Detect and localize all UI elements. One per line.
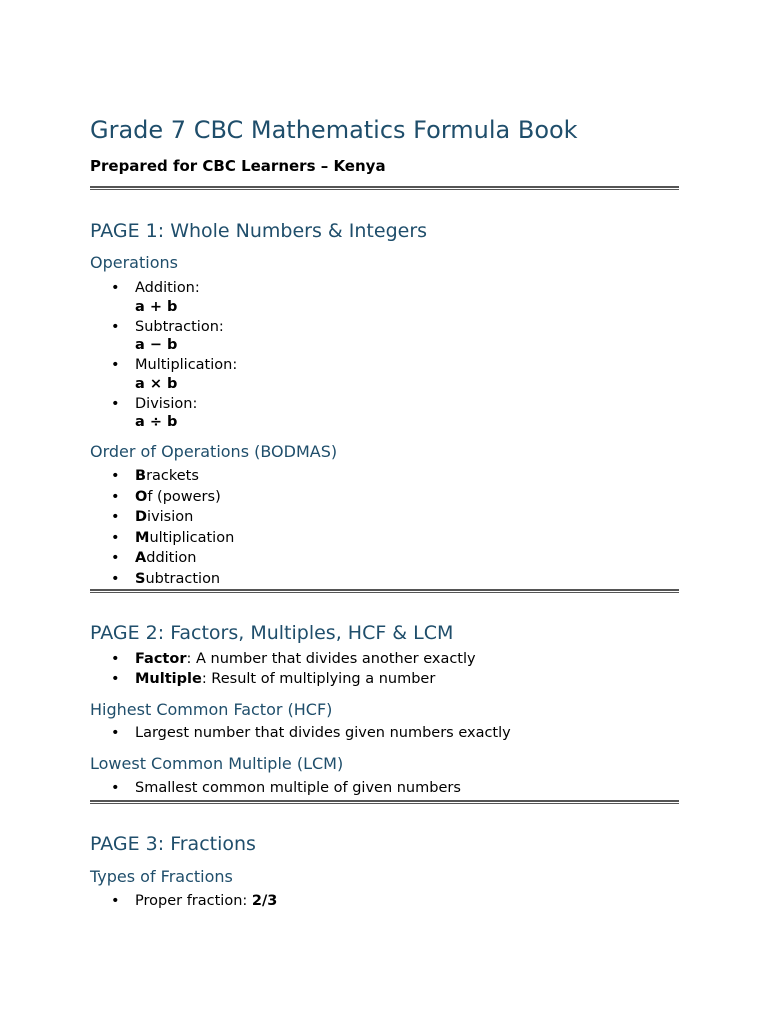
list-item bbox=[90, 466, 234, 487]
definition-term: Factor bbox=[135, 651, 187, 667]
list-item bbox=[90, 724, 511, 744]
lcm-list bbox=[90, 779, 461, 799]
bodmas-list bbox=[90, 466, 234, 589]
hcf-definition: Largest number that divides given numbers exactly bbox=[135, 725, 511, 741]
bodmas-letter: D bbox=[135, 509, 148, 525]
list-item bbox=[90, 548, 234, 569]
bodmas-word-rest: ivision bbox=[147, 509, 194, 525]
operation-label: Addition: bbox=[135, 280, 200, 296]
list-item bbox=[90, 507, 234, 528]
bullet-icon: • bbox=[111, 468, 120, 484]
list-item bbox=[90, 650, 476, 670]
fraction-type-label: Proper fraction: bbox=[135, 893, 252, 909]
lcm-heading: Lowest Common Multiple (LCM) bbox=[90, 754, 344, 773]
operation-label: Multiplication: bbox=[135, 357, 238, 373]
bodmas-word-rest: ultiplication bbox=[149, 529, 235, 546]
bullet-icon: • bbox=[111, 651, 120, 667]
list-item bbox=[90, 528, 234, 549]
bodmas-letter: S bbox=[135, 570, 146, 587]
bullet-icon: • bbox=[111, 488, 120, 505]
bodmas-word-rest: rackets bbox=[146, 468, 199, 484]
list-item bbox=[90, 487, 234, 508]
definition-text: : A number that divides another exactly bbox=[186, 651, 476, 667]
hcf-list bbox=[90, 724, 511, 744]
bullet-icon: • bbox=[111, 550, 120, 566]
bullet-icon: • bbox=[111, 357, 120, 373]
bullet-icon: • bbox=[111, 318, 120, 335]
bodmas-word-rest: ubtraction bbox=[145, 570, 221, 587]
bodmas-letter: O bbox=[135, 488, 148, 505]
list-item bbox=[90, 395, 237, 432]
operation-formula: a × b bbox=[135, 375, 178, 392]
bodmas-letter: A bbox=[135, 550, 147, 566]
page3-heading: PAGE 3: Fractions bbox=[90, 833, 256, 855]
section-divider bbox=[90, 800, 679, 804]
bullet-icon: • bbox=[111, 280, 120, 296]
bodmas-heading: Order of Operations (BODMAS) bbox=[90, 442, 338, 461]
bullet-icon: • bbox=[111, 509, 120, 525]
operation-formula: a ÷ b bbox=[135, 414, 178, 430]
document-subtitle: Prepared for CBC Learners – Kenya bbox=[90, 157, 386, 175]
list-item bbox=[90, 670, 476, 690]
operation-formula: a − b bbox=[135, 337, 178, 353]
bullet-icon: • bbox=[111, 725, 120, 741]
bodmas-word-rest: ddition bbox=[146, 550, 197, 566]
bullet-icon: • bbox=[111, 570, 120, 587]
page2-heading: PAGE 2: Factors, Multiples, HCF & LCM bbox=[90, 622, 454, 644]
definitions-list bbox=[90, 650, 476, 689]
operations-heading: Operations bbox=[90, 253, 178, 272]
bullet-icon: • bbox=[111, 529, 120, 546]
operation-label: Subtraction: bbox=[135, 318, 224, 335]
list-item bbox=[90, 892, 277, 912]
operations-list bbox=[90, 279, 237, 433]
bodmas-letter: M bbox=[135, 529, 150, 546]
fraction-types-list bbox=[90, 892, 277, 912]
bodmas-letter: B bbox=[135, 468, 147, 484]
bullet-icon: • bbox=[111, 395, 120, 412]
list-item bbox=[90, 279, 237, 316]
bodmas-word-rest: f (powers) bbox=[147, 488, 221, 505]
bullet-icon: • bbox=[111, 670, 120, 687]
definition-term: Multiple bbox=[135, 670, 202, 687]
operation-formula: a + b bbox=[135, 298, 178, 315]
page1-heading: PAGE 1: Whole Numbers & Integers bbox=[90, 220, 428, 242]
list-item bbox=[90, 779, 461, 799]
definition-text: : Result of multiplying a number bbox=[201, 670, 436, 687]
section-divider bbox=[90, 589, 679, 593]
lcm-definition: Smallest common multiple of given numbers bbox=[135, 780, 461, 796]
bullet-icon: • bbox=[111, 893, 120, 909]
list-item bbox=[90, 356, 237, 393]
hcf-heading: Highest Common Factor (HCF) bbox=[90, 700, 333, 719]
operation-label: Division: bbox=[135, 395, 198, 412]
fraction-example: 2/3 bbox=[251, 893, 278, 909]
bullet-icon: • bbox=[111, 780, 120, 796]
document-title: Grade 7 CBC Mathematics Formula Book bbox=[90, 116, 578, 144]
list-item bbox=[90, 318, 237, 355]
fraction-types-heading: Types of Fractions bbox=[90, 867, 233, 886]
list-item bbox=[90, 569, 234, 590]
section-divider bbox=[90, 186, 679, 190]
